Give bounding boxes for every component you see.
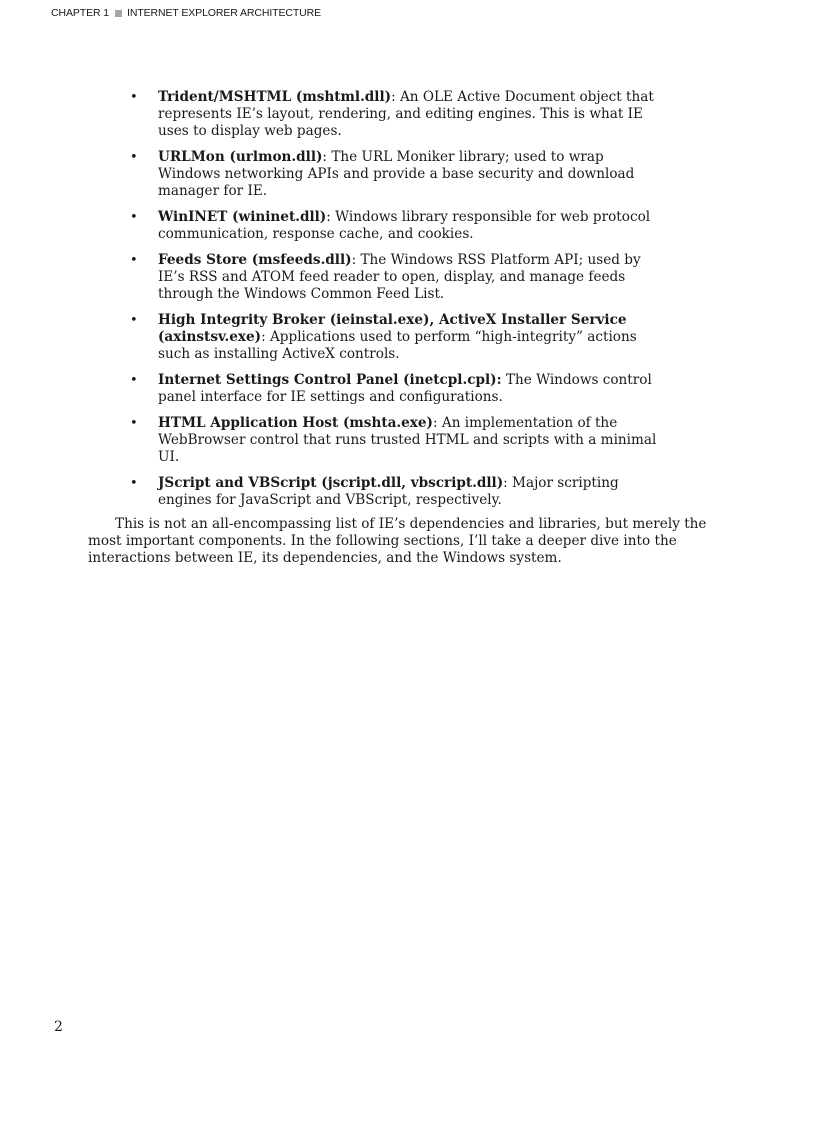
item-term: URLMon (urlmon.dll) bbox=[158, 149, 323, 165]
list-item bbox=[130, 415, 738, 466]
item-description: : The URL Moniker library; used to wrap Windows networking APIs and provide a base security and download manager for IE. bbox=[158, 149, 635, 199]
item-description: The Windows control panel interface for IE settings and configurations. bbox=[158, 372, 652, 405]
list-item bbox=[130, 149, 738, 200]
item-description: : The Windows RSS Platform API; used by IE’s RSS and ATOM feed reader to open, display, and manage feeds through the Windows Common Feed List. bbox=[158, 252, 641, 302]
item-description: : An implementation of the WebBrowser control that runs trusted HTML and scripts with a minimal UI. bbox=[158, 415, 657, 465]
bullet-icon: • bbox=[130, 253, 138, 268]
item-term: Trident/MSHTML (mshtml.dll) bbox=[158, 89, 392, 105]
bullet-icon: • bbox=[130, 313, 138, 328]
list-item bbox=[130, 252, 738, 303]
bullet-icon: • bbox=[130, 210, 138, 225]
page-body bbox=[88, 89, 738, 567]
item-term: WinINET (wininet.dll) bbox=[158, 209, 327, 225]
item-term: Feeds Store (msfeeds.dll) bbox=[158, 252, 352, 268]
item-term: Internet Settings Control Panel (inetcpl.cpl): bbox=[158, 372, 502, 388]
bullet-icon: • bbox=[130, 90, 138, 105]
running-header bbox=[51, 7, 321, 19]
chapter-label: CHAPTER 1 bbox=[51, 7, 110, 19]
item-term: JScript and VBScript (jscript.dll, vbscript.dll) bbox=[158, 475, 504, 491]
chapter-title: INTERNET EXPLORER ARCHITECTURE bbox=[127, 7, 322, 19]
item-description: : Windows library responsible for web protocol communication, response cache, and cookies. bbox=[158, 209, 651, 242]
item-term: HTML Application Host (mshta.exe) bbox=[158, 415, 433, 431]
list-item bbox=[130, 372, 738, 406]
list-item bbox=[130, 475, 738, 509]
item-term: High Integrity Broker (ieinstal.exe), ActiveX Installer Service (axinstsv.exe) bbox=[158, 312, 627, 345]
bullet-icon: • bbox=[130, 373, 138, 388]
bullet-icon: • bbox=[130, 150, 138, 165]
list-item bbox=[130, 209, 738, 243]
item-description: : An OLE Active Document object that represents IE’s layout, rendering, and editing engines. This is what IE uses to display web pages. bbox=[158, 89, 654, 139]
header-separator-square-icon bbox=[115, 10, 122, 17]
body-paragraph: This is not an all-encompassing list of IE’s dependencies and libraries, but merely the most important components. In the following sections, I’ll take a deeper dive into the interactions between IE, its dependencies, and the Windows system. bbox=[88, 516, 707, 566]
page-number: 2 bbox=[54, 1019, 63, 1035]
item-description: : Major scripting engines for JavaScript and VBScript, respectively. bbox=[158, 475, 619, 508]
bullet-icon: • bbox=[130, 476, 138, 491]
list-item bbox=[130, 89, 738, 140]
list-item bbox=[130, 312, 738, 363]
bullet-icon: • bbox=[130, 416, 138, 431]
item-description: : Applications used to perform “high-integrity” actions such as installing ActiveX controls. bbox=[158, 329, 637, 362]
component-list bbox=[88, 89, 738, 509]
